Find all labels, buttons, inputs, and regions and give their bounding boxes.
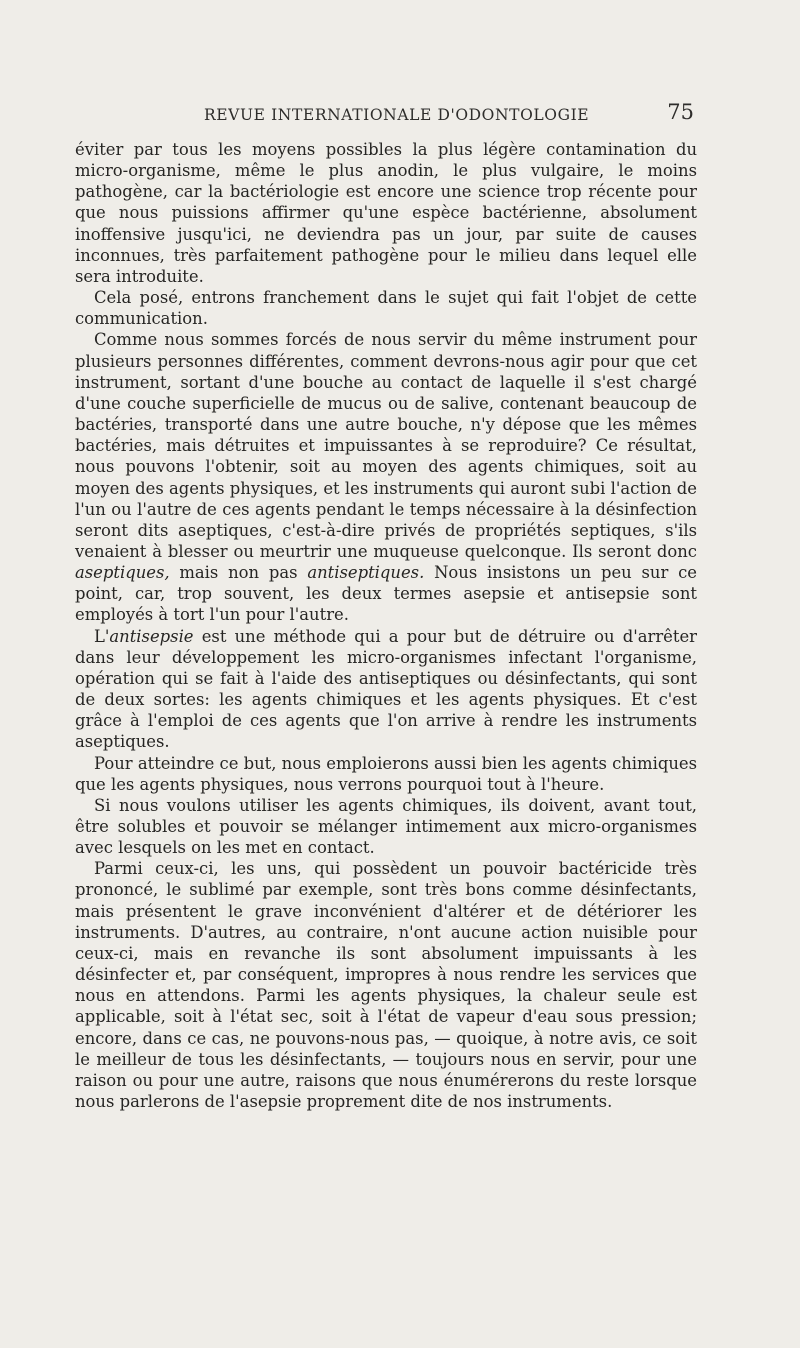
term-aseptiques: aseptiques, — [75, 563, 170, 583]
term-antisepsie: antisepsie — [109, 626, 194, 646]
paragraph-4-text: est une méthode qui a pour but de détruire ou d'arrêter dans leur développement les micro-organismes infectant l'organisme, opération qui se fait à l'aide des antiseptiques ou désinfectants, qui sont de deux sortes: les agents chimiques et les agents physiques. Et c'est grâce à l'emploi de ces agents que l'on arrive à rendre les instruments aseptiques. — [75, 626, 697, 752]
paragraph-1: éviter par tous les moyens possibles la plus légère contamination du micro-organisme, même le plus anodin, le plus vulgaire, le moins pathogène, car la bactériologie est encore une science trop récente pour que nous puissions affirmer qu'une espèce bactérienne, absolument inoffensive jusqu'ici, ne deviendra pas un jour, par suite de causes inconnues, très parfaitement pathogène pour le milieu dans lequel elle sera introduite. — [75, 140, 697, 286]
paragraph-3-text-a: Comme nous sommes forcés de nous servir du même instrument pour plusieurs personnes différentes, comment devrons-nous agir pour que cet instrument, sortant d'une bouche au contact de laquelle il s'est chargé d'une couche superficielle de mucus ou de salive, contenant beaucoup de bactéries, transporté dans une autre bouche, n'y dépose que les mêmes bactéries, mais détruites et impuissantes à se reproduire? Ce résultat, nous pouvons l'obtenir, soit au moyen des agents chimiques, soit au moyen des agents physiques, et les instruments qui auront subi l'action de l'un ou l'autre de ces agents pendant le temps nécessaire à la désinfection seront dits aseptiques, c'est-à-dire privés de propriétés septiques, s'ils venaient à blesser ou meurtrir une muqueuse quelconque. Ils seront donc — [75, 330, 697, 561]
paragraph-2: Cela posé, entrons franchement dans le sujet qui fait l'objet de cette communication. — [75, 288, 697, 329]
paragraph-5: Pour atteindre ce but, nous emploierons aussi bien les agents chimiques que les agents physiques, nous verrons pourquoi tout à l'heure. — [75, 753, 697, 794]
paragraph-3-text-c: Nous insistons un peu sur ce point, car, trop souvent, les deux termes asepsie et antisepsie sont employés à tort l'un pour l'autre. — [75, 563, 697, 625]
paragraph-3-text-b: mais non pas — [169, 563, 308, 583]
body-text — [75, 139, 697, 1112]
paragraph-7: Parmi ceux-ci, les uns, qui possèdent un pouvoir bactéricide très prononcé, le sublimé par exemple, sont très bons comme désinfectants, mais présentent le grave inconvénient d'altérer et de détériorer les instruments. D'autres, au contraire, n'ont aucune action nuisible pour ceux-ci, mais en revanche ils sont absolument impuissants à les désinfecter et, par conséquent, impropres à nous rendre les services que nous en attendons. Parmi les agents physiques, la chaleur seule est applicable, soit à l'état sec, soit à l'état de vapeur d'eau sous pression; encore, dans ce cas, ne pouvons-nous pas, — quoique, à notre avis, ce soit le meilleur de tous les désinfectants, — toujours nous en servir, pour une raison ou pour une autre, raisons que nous énumérerons du reste lorsque nous parlerons de l'asepsie proprement dite de nos instruments. — [75, 859, 697, 1112]
paragraph-4 — [75, 626, 697, 753]
term-antiseptiques: antiseptiques. — [307, 563, 425, 583]
page-number: 75 — [667, 100, 694, 124]
paragraph-3 — [75, 329, 697, 625]
paragraph-4-prefix: L' — [94, 626, 110, 646]
paragraph-6: Si nous voulons utiliser les agents chimiques, ils doivent, avant tout, être solubles et pouvoir se mélanger intimement aux micro-organismes avec lesquels on les met en contact. — [75, 795, 697, 858]
running-header — [74, 102, 696, 128]
running-title: REVUE INTERNATIONALE D'ODONTOLOGIE — [204, 106, 590, 124]
